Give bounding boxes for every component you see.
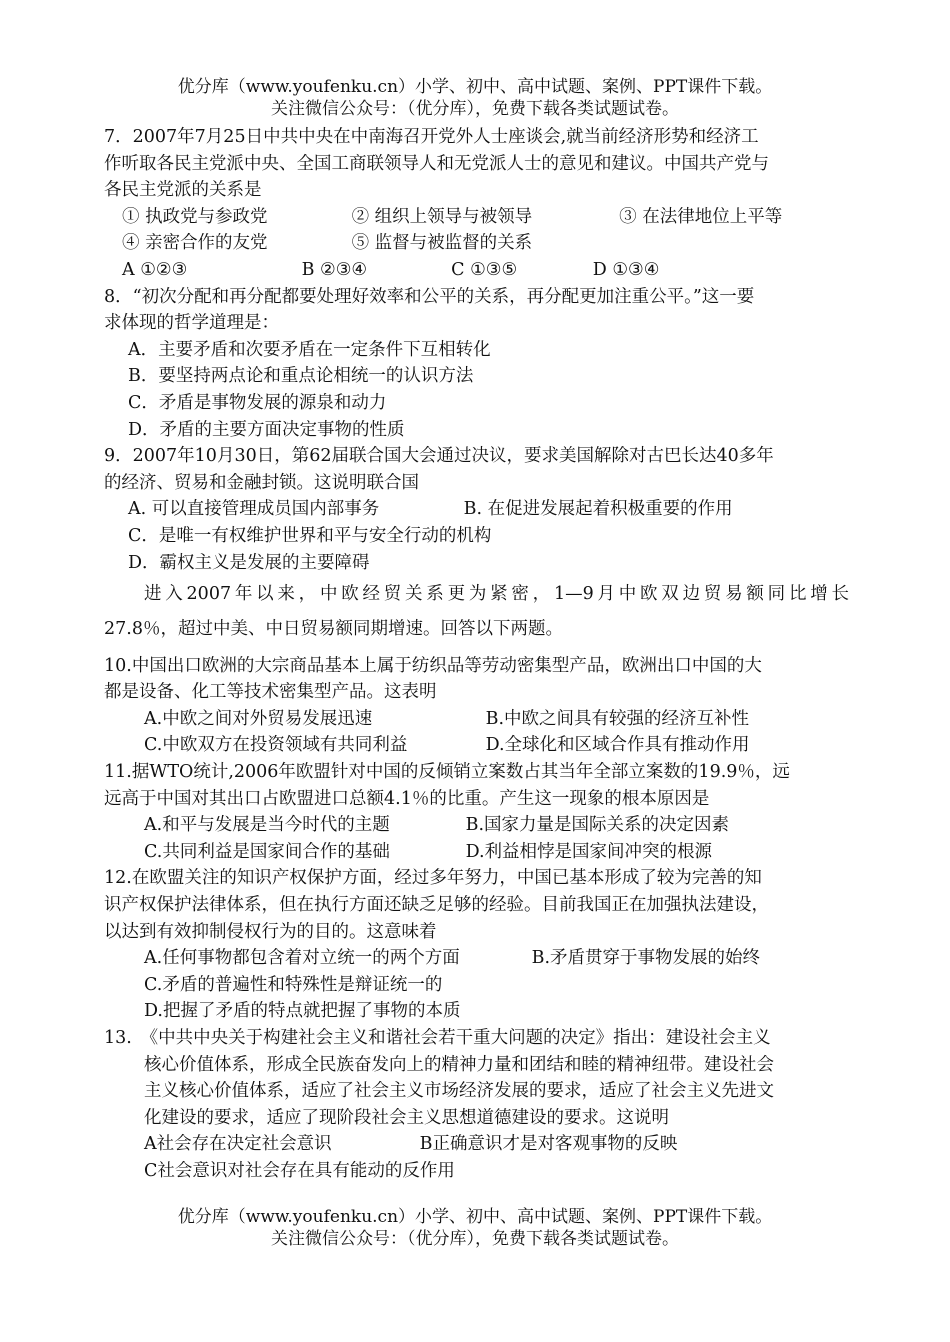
header-line-2: 关注微信公众号：（优分库），免费下载各类试题试卷。 — [271, 99, 679, 119]
question-12-option-c: C.矛盾的普遍性和特殊性是辩证统一的 — [144, 974, 443, 995]
question-11 — [104, 759, 849, 865]
question-7-option-b: B ②③④ — [301, 259, 368, 280]
question-content — [104, 124, 849, 1185]
question-10-options-row-1 — [104, 706, 849, 733]
question-8-line-1: 8．“初次分配和再分配都要处理好效率和公平的关系，再分配更加注重公平。”这一要 — [104, 286, 755, 307]
question-13-option-b: B正确意识才是对客观事物的反映 — [419, 1134, 678, 1155]
header-line-1: 优分库（www.youfenku.cn）小学、初中、高中试题、案例、PPT课件下载。 — [177, 77, 773, 97]
question-7-item-2: ② 组织上领导与被领导 — [351, 206, 533, 227]
question-9-option-b: B. 在促进发展起着积极重要的作用 — [463, 499, 733, 520]
question-7-item-4: ④ 亲密合作的友党 — [122, 233, 268, 254]
question-12-options-row-1 — [104, 945, 849, 972]
footer-line-1: 优分库（www.youfenku.cn）小学、初中、高中试题、案例、PPT课件下载。 — [177, 1207, 773, 1227]
question-13-line-3: 主义核心价值体系，适应了社会主义市场经济发展的要求，适应了社会主义先进文 — [144, 1081, 774, 1102]
question-12-option-b: B.矛盾贯穿于事物发展的始终 — [531, 948, 761, 969]
question-9 — [104, 443, 849, 576]
footer-line-2: 关注微信公众号：（优分库），免费下载各类试题试卷。 — [271, 1229, 679, 1249]
passage-intro — [104, 576, 849, 643]
question-8-option-c: C．矛盾是事物发展的源泉和动力 — [128, 392, 387, 413]
question-13-option-c: C社会意识对社会存在具有能动的反作用 — [144, 1160, 455, 1181]
question-12-option-a: A.任何事物都包含着对立统一的两个方面 — [144, 948, 460, 969]
question-7-items-row-2 — [104, 230, 849, 257]
question-11-options-row-1 — [104, 812, 849, 839]
question-8-option-a: A．主要矛盾和次要矛盾在一定条件下互相转化 — [128, 339, 491, 360]
question-9-option-c: C．是唯一有权维护世界和平与安全行动的机构 — [128, 525, 492, 546]
question-7 — [104, 124, 849, 284]
question-7-option-a: A ①②③ — [122, 259, 188, 280]
question-13-line-4: 化建设的要求，适应了现阶段社会主义思想道德建设的要求。这说明 — [144, 1107, 669, 1128]
passage-line-2: 27.8％，超过中美、中日贸易额同期增速。回答以下两题。 — [104, 619, 563, 640]
question-7-item-1: ① 执政党与参政党 — [122, 206, 268, 227]
question-13-line-1: 13. 《中共中央关于构建社会主义和谐社会若干重大问题的决定》指出：建设社会主义 — [104, 1028, 771, 1048]
page-header — [0, 76, 950, 120]
question-9-line-1: 9．2007年10月30日，第62届联合国大会通过决议，要求美国解除对古巴长达40多年 — [104, 446, 774, 467]
question-9-options-row-1 — [104, 496, 849, 523]
question-7-items-row-1 — [104, 204, 849, 231]
question-7-item-3: ③ 在法律地位上平等 — [619, 206, 783, 227]
question-12 — [104, 865, 849, 1025]
question-10-line-1: 10.中国出口欧洲的大宗商品基本上属于纺织品等劳动密集型产品，欧洲出口中国的大 — [104, 655, 762, 676]
question-7-option-c: C ①③⑤ — [451, 259, 518, 280]
question-12-option-d: D.把握了矛盾的特点就把握了事物的本质 — [144, 1001, 461, 1022]
question-13-line-2: 核心价值体系，形成全民族奋发向上的精神力量和团结和睦的精神纽带。建设社会 — [144, 1054, 774, 1075]
question-12-line-1: 12.在欧盟关注的知识产权保护方面，经过多年努力，中国已基本形成了较为完善的知 — [104, 868, 762, 889]
question-7-line-2: 作听取各民主党派中央、全国工商联领导人和无党派人士的意见和建议。中国共产党与 — [104, 153, 769, 174]
question-7-line-1: 7．2007年7月25日中共中央在中南海召开党外人士座谈会,就当前经济形势和经济工 — [104, 127, 759, 147]
question-10-option-c: C.中欧双方在投资领域有共同利益 — [144, 735, 408, 756]
passage-line-1: 进入2007年以来，中欧经贸关系更为紧密，1—9月中欧双边贸易额同比增长 — [144, 584, 849, 605]
question-8-line-2: 求体现的哲学道理是： — [104, 313, 279, 334]
question-10-option-b: B.中欧之间具有较强的经济互补性 — [485, 708, 749, 729]
question-11-line-2: 远高于中国对其出口占欧盟进口总额4.1％的比重。产生这一现象的根本原因是 — [104, 788, 710, 809]
question-7-option-d: D ①③④ — [592, 259, 660, 280]
question-7-line-3: 各民主党派的关系是 — [104, 180, 262, 201]
question-9-option-a: A. 可以直接管理成员国内部事务 — [128, 499, 380, 520]
question-11-option-b: B.国家力量是国际关系的决定因素 — [465, 815, 729, 836]
question-10 — [104, 653, 849, 759]
question-8-option-b: B．要坚持两点论和重点论相统一的认识方法 — [128, 366, 474, 387]
question-11-option-c: C.共同利益是国家间合作的基础 — [144, 841, 390, 862]
question-8-option-d: D．矛盾的主要方面决定事物的性质 — [128, 419, 405, 440]
question-10-option-a: A.中欧之间对外贸易发展迅速 — [144, 708, 373, 729]
question-10-option-d: D.全球化和区域合作具有推动作用 — [485, 735, 750, 756]
question-9-option-d: D．霸权主义是发展的主要障碍 — [128, 552, 370, 573]
question-9-line-2: 的经济、贸易和金融封锁。这说明联合国 — [104, 472, 419, 493]
question-11-options-row-2 — [104, 839, 849, 866]
question-11-line-1: 11.据WTO统计,2006年欧盟针对中国的反倾销立案数占其当年全部立案数的19.9％，远 — [104, 762, 790, 783]
question-13-options-row-1 — [104, 1131, 849, 1158]
page-footer — [0, 1206, 950, 1250]
question-7-options — [104, 257, 849, 284]
question-12-line-3: 以达到有效抑制侵权行为的目的。这意味着 — [104, 921, 437, 942]
question-7-item-5: ⑤ 监督与被监督的关系 — [351, 233, 533, 254]
question-11-option-a: A.和平与发展是当今时代的主题 — [144, 815, 390, 836]
question-13 — [104, 1025, 849, 1185]
question-12-line-2: 识产权保护法律体系，但在执行方面还缺乏足够的经验。目前我国正在加强执法建设， — [104, 895, 769, 916]
question-10-options-row-2 — [104, 732, 849, 759]
question-13-option-a: A社会存在决定社会意识 — [144, 1134, 332, 1155]
question-10-line-2: 都是设备、化工等技术密集型产品。这表明 — [104, 682, 437, 703]
question-8 — [104, 284, 849, 444]
question-11-option-d: D.利益相悖是国家间冲突的根源 — [465, 841, 713, 862]
